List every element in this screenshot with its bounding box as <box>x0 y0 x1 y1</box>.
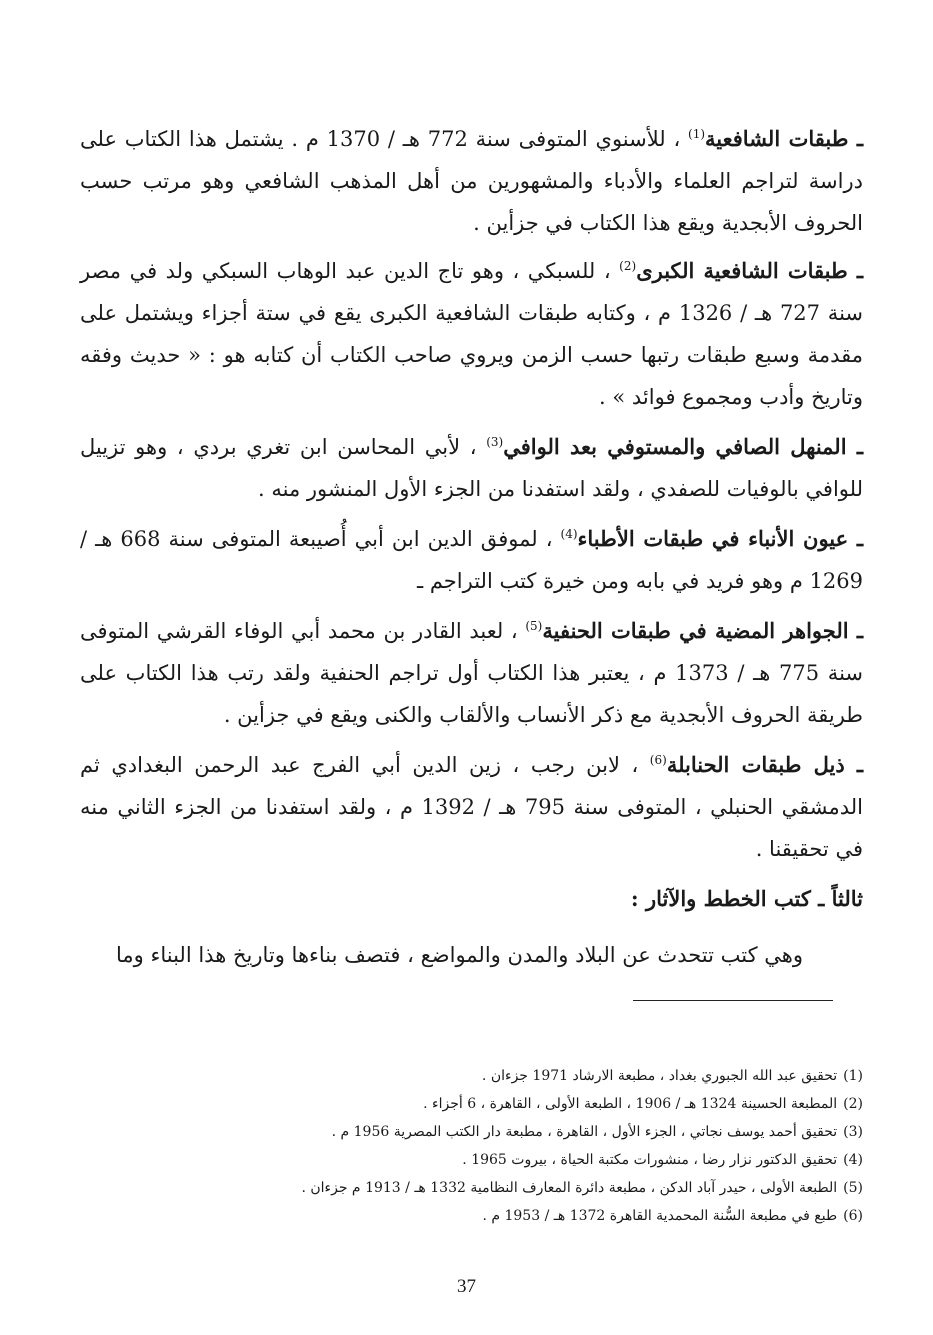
paragraph-khitat-intro: وهي كتب تتحدث عن البلاد والمدن والمواضع ، فتصف بناءها وتاريخ هذا البناء وما <box>116 943 803 967</box>
paragraph-manhal-safi <box>80 426 863 510</box>
footnote-item <box>80 1062 863 1090</box>
paragraph-jawahir-mudiyya <box>80 610 863 736</box>
footnote-text: الطبعة الأولى ، حيدر آباد الدكن ، مطبعة دائرة المعارف النظامية 1332 هـ / 1913 م جزءان . <box>301 1180 838 1196</box>
footnote-text: طبع في مطبعة السُّنة المحمدية القاهرة 1372 هـ / 1953 م . <box>482 1208 838 1224</box>
footnote-ref[interactable]: (5) <box>525 619 543 633</box>
book-title: ـ الجواهر المضية في طبقات الحنفية <box>542 618 863 643</box>
section-heading: ثالثاً ـ كتب الخطط والآثار : <box>630 886 863 911</box>
paragraph-body: ، لموفق الدين ابن أبي أُصيبعة المتوفى سنة 668 هـ / 1269 م وهو فريد في بابه ومن خيرة كتب التراجم ـ <box>80 527 863 593</box>
footnote-number: (6) <box>843 1208 863 1224</box>
book-title: ـ عيون الأنباء في طبقات الأطباء <box>577 526 863 551</box>
footnote-item <box>80 1090 863 1118</box>
footnote-text: تحقيق الدكتور نزار رضا ، منشورات مكتبة الحياة ، بيروت 1965 . <box>462 1152 838 1168</box>
footnote-ref[interactable]: (2) <box>619 259 637 273</box>
book-title: ـ ذيل طبقات الحنابلة <box>666 752 864 777</box>
paragraph-dhayl-hanabila <box>80 744 863 870</box>
page-number: 37 <box>457 1276 476 1297</box>
book-title: ـ طبقات الشافعية الكبرى <box>636 258 864 283</box>
footnotes <box>80 1062 863 1230</box>
footnote-number: (4) <box>843 1152 863 1168</box>
main-text <box>80 118 863 976</box>
book-title: ـ طبقات الشافعية <box>705 126 864 151</box>
footnote-text: تحقيق أحمد يوسف نجاتي ، الجزء الأول ، القاهرة ، مطبعة دار الكتب المصرية 1956 م . <box>331 1124 838 1140</box>
footnote-number: (3) <box>843 1124 863 1140</box>
footnote-ref[interactable]: (3) <box>486 435 504 449</box>
footnote-text: المطبعة الحسينة 1324 هـ / 1906 ، الطبعة الأولى ، القاهرة ، 6 أجزاء . <box>423 1096 838 1112</box>
paragraph-body: ، لأبي المحاسن ابن تغري بردي ، وهو تزييل للوافي بالوفيات للصفدي ، ولقد استفدنا من الجزء الأول المنشور منه . <box>80 435 863 501</box>
footnote-ref[interactable]: (6) <box>649 753 667 767</box>
footnote-text: تحقيق عبد الله الجبوري بغداد ، مطبعة الارشاد 1971 جزءان . <box>481 1068 838 1084</box>
paragraph-tabaqat-shafiiya-kubra <box>80 250 863 418</box>
footnote-number: (2) <box>843 1096 863 1112</box>
footnote-item <box>80 1174 863 1202</box>
footnote-item <box>80 1202 863 1230</box>
paragraph-body: ، للسبكي ، وهو تاج الدين عبد الوهاب السبكي ولد في مصر سنة 727 هـ / 1326 م ، وكتابه طبقات الشافعية الكبرى يقع في ستة أجزاء ويشتمل على مقدمة وسبع طبقات رتبها حسب الزمن ويروي صاحب الكتاب أن كتابه هو : « حديث وفقه وتاريخ وأدب ومجموع فوائد » . <box>80 259 864 409</box>
book-title: ـ المنهل الصافي والمستوفي بعد الوافي <box>503 434 863 459</box>
footnote-divider <box>633 1000 833 1001</box>
paragraph-uyun-al-anba <box>80 518 863 602</box>
paragraph-body: ، لعبد القادر بن محمد أبي الوفاء القرشي المتوفى سنة 775 هـ / 1373 م ، يعتبر هذا الكتاب أول تراجم الحنفية ولقد رتب هذا الكتاب على طريقة الحروف الأبجدية مع ذكر الأنساب والألقاب والكنى ويقع في جزأين . <box>80 619 863 727</box>
footnote-ref[interactable]: (1) <box>688 127 706 141</box>
footnote-number: (5) <box>843 1180 863 1196</box>
footnote-item <box>80 1118 863 1146</box>
paragraph-body: ، للأسنوي المتوفى سنة 772 هـ / 1370 م . يشتمل هذا الكتاب على دراسة لتراجم العلماء والأدباء والمشهورين من أهل المذهب الشافعي وهو مرتب حسب الحروف الأبجدية ويقع هذا الكتاب في جزأين . <box>80 127 863 235</box>
paragraph-body: ، لابن رجب ، زين الدين أبي الفرج عبد الرحمن البغدادي ثم الدمشقي الحنبلي ، المتوفى سنة 795 هـ / 1392 م ، ولقد استفدنا من الجزء الثاني منه في تحقيقنا . <box>80 753 864 861</box>
footnote-number: (1) <box>843 1068 863 1084</box>
footnote-ref[interactable]: (4) <box>560 527 578 541</box>
footnote-item <box>80 1146 863 1174</box>
paragraph-tabaqat-shafiiya <box>80 118 863 244</box>
